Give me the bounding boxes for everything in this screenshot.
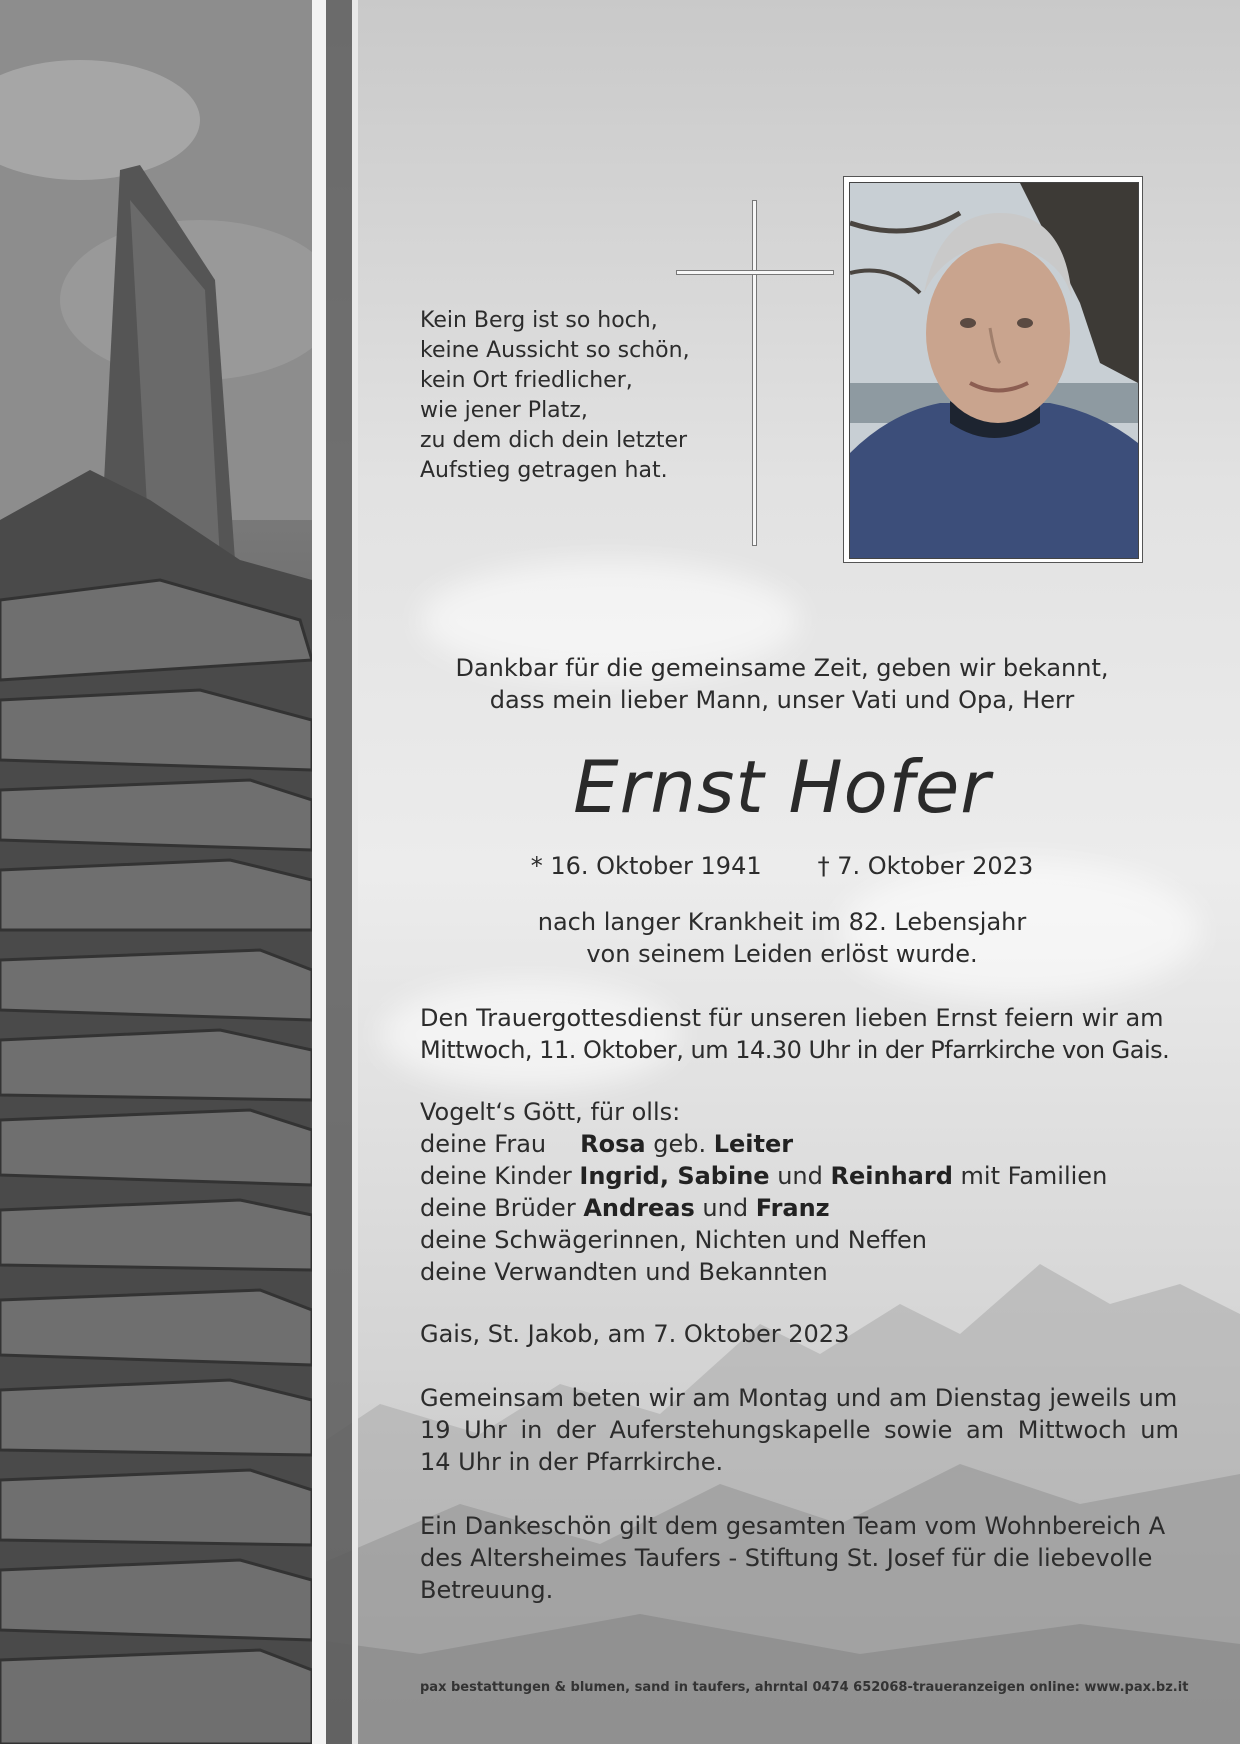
mourners-list bbox=[420, 1096, 1144, 1288]
intro-line: dass mein lieber Mann, unser Vati und Opa, Herr bbox=[489, 686, 1075, 714]
illness-line: von seinem Leiden erlöst wurde. bbox=[586, 940, 978, 968]
poem-line: Aufstieg getragen hat. bbox=[420, 458, 668, 483]
mourner-children: deine Kinder Ingrid, Sabine und Reinhard mit Familien bbox=[420, 1162, 1108, 1190]
illness-text bbox=[420, 906, 1144, 970]
funeral-home-footer: pax bestattungen & blumen, sand in taufers, ahrntal 0474 652068-traueranzeigen online: www.pax.bz.it bbox=[420, 1680, 1189, 1695]
mourner-inlaws: deine Schwägerinnen, Nichten und Neffen bbox=[420, 1226, 927, 1254]
vertical-stripe-light bbox=[352, 0, 358, 1744]
poem-line: wie jener Platz, bbox=[420, 398, 588, 423]
prayer-line: 14 Uhr in der Pfarrkirche. bbox=[420, 1448, 724, 1476]
birth-date: * 16. Oktober 1941 bbox=[530, 852, 762, 880]
funeral-service-text bbox=[420, 1002, 1170, 1066]
prayer-text bbox=[420, 1382, 1179, 1478]
poem-line: kein Ort friedlicher, bbox=[420, 368, 633, 393]
service-line: Mittwoch, 11. Oktober, um 14.30 Uhr in der Pfarrkirche von Gais. bbox=[420, 1036, 1170, 1064]
announcement-intro bbox=[420, 652, 1144, 716]
thanks-line: des Altersheimes Taufers - Stiftung St. Josef für die liebevolle bbox=[420, 1544, 1153, 1572]
death-date: † 7. Oktober 2023 bbox=[817, 852, 1034, 880]
thanks-text bbox=[420, 1510, 1166, 1606]
service-line: Den Trauergottesdienst für unseren lieben Ernst feiern wir am bbox=[420, 1004, 1164, 1032]
mourner-brothers: deine Brüder Andreas und Franz bbox=[420, 1194, 830, 1222]
illness-line: nach langer Krankheit im 82. Lebensjahr bbox=[537, 908, 1027, 936]
intro-line: Dankbar für die gemeinsame Zeit, geben wir bekannt, bbox=[455, 654, 1109, 682]
mourners-heading: Vogelt‘s Gött, für olls: bbox=[420, 1098, 681, 1126]
poem-line: Kein Berg ist so hoch, bbox=[420, 308, 658, 333]
poem-line: zu dem dich dein letzter bbox=[420, 428, 688, 453]
vertical-stripe-light bbox=[312, 0, 326, 1744]
prayer-line: 19 Uhr in der Auferstehungskapelle sowie am Mittwoch um bbox=[420, 1416, 1179, 1444]
mourner-wife: deine Frau Rosa geb. Leiter bbox=[420, 1130, 794, 1158]
cross-icon bbox=[676, 200, 836, 544]
deceased-name: Ernst Hofer bbox=[573, 745, 991, 829]
prayer-line: Gemeinsam beten wir am Montag und am Dienstag jeweils um bbox=[420, 1384, 1178, 1412]
stone-cairn-image bbox=[0, 0, 312, 1744]
life-dates bbox=[420, 850, 1144, 882]
mourner-relatives: deine Verwandten und Bekannten bbox=[420, 1258, 828, 1286]
thanks-line: Betreuung. bbox=[420, 1576, 554, 1604]
portrait-photo-frame bbox=[843, 176, 1143, 563]
thanks-line: Ein Dankeschön gilt dem gesamten Team vom Wohnbereich A bbox=[420, 1512, 1166, 1540]
poem-line: keine Aussicht so schön, bbox=[420, 338, 690, 363]
place-date: Gais, St. Jakob, am 7. Oktober 2023 bbox=[420, 1320, 850, 1348]
portrait-photo bbox=[849, 182, 1139, 559]
vertical-stripe-dark bbox=[326, 0, 352, 1744]
